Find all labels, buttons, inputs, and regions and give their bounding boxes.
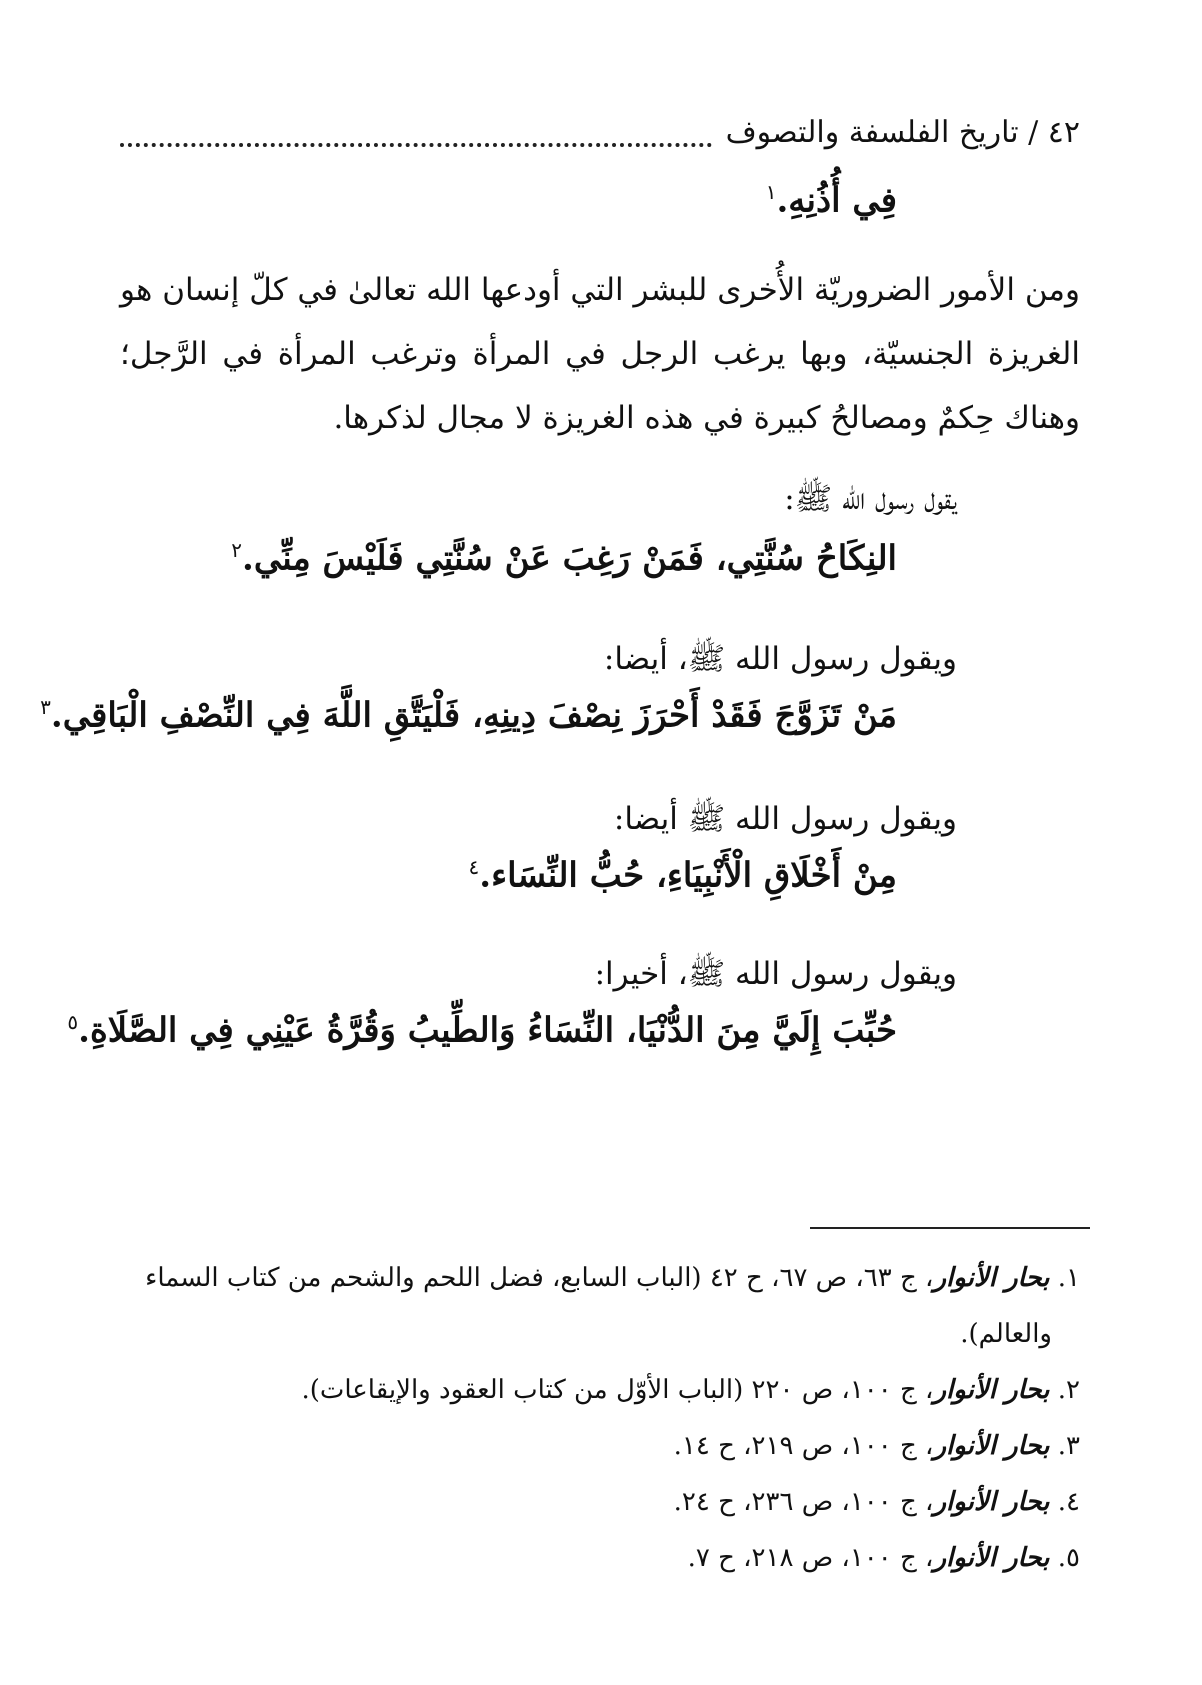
footnote-5-rest: ، ج ١٠٠، ص ٢١٨، ح ٧.	[687, 1543, 934, 1573]
footnote-5-book: بحار الأنوار	[933, 1543, 1050, 1573]
footnote-1-book: بحار الأنوار	[933, 1263, 1050, 1293]
quote-intro-3: ويقول رسول الله ﷺ أيضا:	[613, 801, 957, 837]
footnote-5-num: ٥.	[1057, 1543, 1080, 1573]
footnote-2	[301, 1362, 1080, 1418]
hadith-3	[469, 855, 897, 895]
footnote-ref-3: ٣	[40, 695, 51, 719]
page-number: ٤٢	[1047, 114, 1080, 150]
footnote-ref-5: ٥	[67, 1010, 79, 1034]
hadith-tail-text: فِي أُذُنِهِ.	[776, 180, 897, 221]
hadith-2	[40, 695, 897, 735]
footnote-3	[674, 1418, 1080, 1474]
footnote-2-book: بحار الأنوار	[933, 1375, 1050, 1405]
running-header	[120, 108, 1080, 156]
book-title: تاريخ الفلسفة والتصوف	[725, 114, 1019, 150]
main-paragraph: ومن الأمور الضروريّة الأُخرى للبشر التي أودعها الله تعالىٰ في كلّ إنسان هو الغريزة الجنسيّة، وبها يرغب الرجل في المرأة وترغب المرأة في الرَّجل؛ وهناك حِكمٌ ومصالحُ كبيرة في هذه الغريزة لا مجال لذكرها.	[120, 272, 1080, 436]
footnote-4-num: ٤.	[1057, 1487, 1080, 1517]
header-text	[726, 115, 1080, 150]
footnote-1-continuation: والعالم).	[960, 1319, 1052, 1349]
footnote-3-book: بحار الأنوار	[933, 1431, 1050, 1461]
footnote-4	[674, 1474, 1080, 1530]
hadith-2-text: مَنْ تَزَوَّجَ فَقَدْ أَحْرَزَ نِصْفَ دِينِهِ، فَلْيَتَّقِ اللَّهَ فِي النِّصْفِ الْبَاقِي.	[50, 695, 897, 736]
quote-intro-4: ويقول رسول الله ﷺ، أخيرا:	[594, 956, 957, 992]
header-leader-dots	[120, 131, 712, 147]
footnote-1-rest: ، ج ٦٣، ص ٦٧، ح ٤٢ (الباب السابع، فضل اللحم والشحم من كتاب السماء	[145, 1263, 934, 1293]
footnote-2-rest: ، ج ١٠٠، ص ٢٢٠ (الباب الأوّل من كتاب العقود والإيقاعات).	[301, 1375, 934, 1405]
footnote-ref-2: ٢	[231, 538, 243, 562]
hadith-1	[231, 538, 897, 578]
hadith-1-text: النِكَاحُ سُنَّتِي، فَمَنْ رَغِبَ عَنْ سُنَّتِي فَلَيْسَ مِنِّي.	[242, 538, 897, 579]
hadith-4	[67, 1010, 897, 1050]
header-separator: /	[1028, 114, 1039, 150]
hadith-3-text: مِنْ أَخْلَاقِ الْأَنْبِيَاءِ، حُبُّ النِّسَاء.	[479, 855, 897, 896]
footnote-ref-1: ١	[765, 180, 777, 204]
footnote-ref-4: ٤	[468, 855, 480, 879]
footnote-3-num: ٣.	[1057, 1431, 1080, 1461]
hadith-4-text: حُبِّبَ إِلَيَّ مِنَ الدُّنْيَا، النِّسَاءُ وَالطِّيبُ وَقُرَّةُ عَيْنِي فِي الصَّلَاةِ.	[78, 1010, 897, 1051]
quote-intro-1: يقول رسول الله ﷺ:	[784, 481, 957, 517]
footnote-1	[145, 1250, 1080, 1306]
footnote-2-num: ٢.	[1057, 1375, 1080, 1405]
footnote-4-rest: ، ج ١٠٠، ص ٢٣٦، ح ٢٤.	[673, 1487, 934, 1517]
quote-intro-2: ويقول رسول الله ﷺ، أيضا:	[603, 641, 957, 677]
footnote-4-book: بحار الأنوار	[933, 1487, 1050, 1517]
footnote-3-rest: ، ج ١٠٠، ص ٢١٩، ح ١٤.	[673, 1431, 934, 1461]
footnote-1-num: ١.	[1057, 1263, 1080, 1293]
footnote-separator	[810, 1227, 1090, 1229]
hadith-tail	[766, 180, 897, 220]
footnote-5	[688, 1530, 1080, 1586]
